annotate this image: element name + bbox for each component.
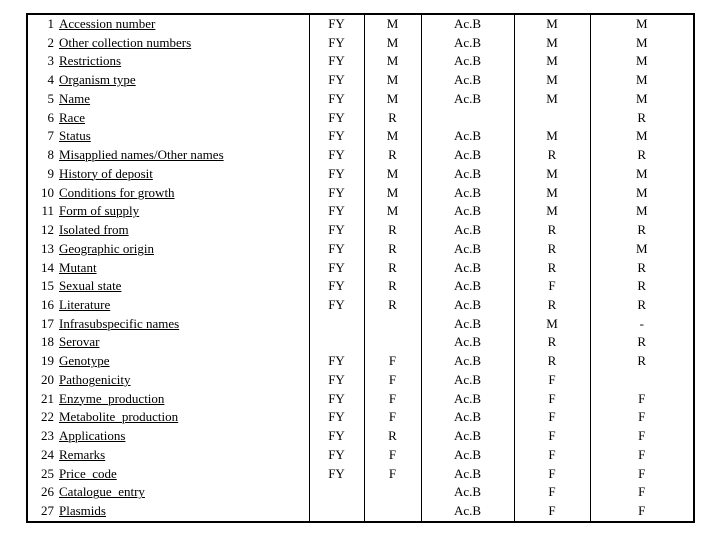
value-cell-col-2: R bbox=[364, 296, 421, 315]
field-name: Organism type bbox=[59, 72, 136, 88]
field-name: Status bbox=[59, 128, 91, 144]
row-number: 15 bbox=[27, 277, 57, 296]
value-cell-col-2: R bbox=[364, 109, 421, 128]
value-cell-col-3: Ac.B bbox=[421, 352, 514, 371]
value-cell-col-4: R bbox=[514, 146, 590, 165]
value-cell-col-2: F bbox=[364, 446, 421, 465]
value-cell-col-1: FY bbox=[309, 14, 364, 34]
value-cell-col-4: F bbox=[514, 465, 590, 484]
row-number: 10 bbox=[27, 184, 57, 203]
value-cell-col-2 bbox=[364, 315, 421, 334]
value-cell-col-1: FY bbox=[309, 390, 364, 409]
field-name: Serovar bbox=[59, 334, 100, 350]
value-cell-col-2: M bbox=[364, 14, 421, 34]
value-cell-col-5: M bbox=[590, 240, 694, 259]
value-cell-col-1 bbox=[309, 333, 364, 352]
field-name-cell bbox=[57, 14, 309, 34]
field-name: Enzyme_production bbox=[59, 390, 165, 406]
field-name: Sexual state bbox=[59, 278, 122, 294]
value-cell-col-1: FY bbox=[309, 90, 364, 109]
value-cell-col-4: R bbox=[514, 352, 590, 371]
field-name: Plasmids bbox=[59, 503, 106, 519]
field-name-cell bbox=[57, 146, 309, 165]
field-name: Mutant bbox=[59, 259, 97, 275]
value-cell-col-3: Ac.B bbox=[421, 371, 514, 390]
value-cell-col-4: R bbox=[514, 333, 590, 352]
value-cell-col-2: F bbox=[364, 371, 421, 390]
value-cell-col-5: R bbox=[590, 333, 694, 352]
field-name: Genotype bbox=[59, 353, 110, 369]
field-name-cell bbox=[57, 333, 309, 352]
row-number: 8 bbox=[27, 146, 57, 165]
value-cell-col-4: R bbox=[514, 240, 590, 259]
value-cell-col-5: F bbox=[590, 408, 694, 427]
value-cell-col-5: M bbox=[590, 52, 694, 71]
value-cell-col-5: R bbox=[590, 109, 694, 128]
value-cell-col-3: Ac.B bbox=[421, 14, 514, 34]
value-cell-col-2: F bbox=[364, 408, 421, 427]
field-name: Catalogue_entry bbox=[59, 484, 145, 500]
value-cell-col-3: Ac.B bbox=[421, 146, 514, 165]
table-row bbox=[27, 315, 694, 334]
value-cell-col-4: M bbox=[514, 14, 590, 34]
field-name-cell bbox=[57, 465, 309, 484]
field-name: Form of supply bbox=[59, 203, 140, 219]
table-row bbox=[27, 71, 694, 90]
table-row bbox=[27, 446, 694, 465]
field-name-cell bbox=[57, 390, 309, 409]
value-cell-col-1: FY bbox=[309, 352, 364, 371]
value-cell-col-1 bbox=[309, 483, 364, 502]
field-name-cell bbox=[57, 184, 309, 203]
value-cell-col-4 bbox=[514, 109, 590, 128]
value-cell-col-4: F bbox=[514, 427, 590, 446]
field-name: Other collection numbers bbox=[59, 34, 192, 50]
field-name: Restrictions bbox=[59, 53, 122, 69]
value-cell-col-1: FY bbox=[309, 371, 364, 390]
value-cell-col-5: M bbox=[590, 165, 694, 184]
field-name: History of deposit bbox=[59, 165, 153, 181]
table-row bbox=[27, 483, 694, 502]
value-cell-col-2: M bbox=[364, 52, 421, 71]
value-cell-col-2: R bbox=[364, 240, 421, 259]
value-cell-col-1: FY bbox=[309, 277, 364, 296]
table-row bbox=[27, 333, 694, 352]
value-cell-col-2: M bbox=[364, 71, 421, 90]
row-number: 9 bbox=[27, 165, 57, 184]
row-number: 7 bbox=[27, 127, 57, 146]
value-cell-col-2: M bbox=[364, 90, 421, 109]
field-name-cell bbox=[57, 277, 309, 296]
value-cell-col-3: Ac.B bbox=[421, 333, 514, 352]
field-name: Literature bbox=[59, 297, 111, 313]
field-name: Pathogenicity bbox=[59, 371, 131, 387]
value-cell-col-2 bbox=[364, 333, 421, 352]
value-cell-col-3: Ac.B bbox=[421, 240, 514, 259]
value-cell-col-1: FY bbox=[309, 465, 364, 484]
field-name-cell bbox=[57, 52, 309, 71]
value-cell-col-1: FY bbox=[309, 184, 364, 203]
value-cell-col-2: F bbox=[364, 390, 421, 409]
value-cell-col-4: R bbox=[514, 221, 590, 240]
value-cell-col-3: Ac.B bbox=[421, 90, 514, 109]
field-name-cell bbox=[57, 483, 309, 502]
value-cell-col-4: R bbox=[514, 296, 590, 315]
value-cell-col-3 bbox=[421, 109, 514, 128]
table-row bbox=[27, 390, 694, 409]
row-number: 12 bbox=[27, 221, 57, 240]
value-cell-col-4: F bbox=[514, 502, 590, 522]
row-number: 16 bbox=[27, 296, 57, 315]
value-cell-col-1 bbox=[309, 502, 364, 522]
row-number: 6 bbox=[27, 109, 57, 128]
table-row bbox=[27, 184, 694, 203]
value-cell-col-1: FY bbox=[309, 296, 364, 315]
value-cell-col-5 bbox=[590, 371, 694, 390]
value-cell-col-2: M bbox=[364, 127, 421, 146]
row-number: 22 bbox=[27, 408, 57, 427]
value-cell-col-4: F bbox=[514, 483, 590, 502]
value-cell-col-4: F bbox=[514, 390, 590, 409]
value-cell-col-4: M bbox=[514, 127, 590, 146]
value-cell-col-3: Ac.B bbox=[421, 184, 514, 203]
field-name-cell bbox=[57, 427, 309, 446]
table-row bbox=[27, 408, 694, 427]
value-cell-col-5: - bbox=[590, 315, 694, 334]
field-name: Price_code bbox=[59, 465, 117, 481]
value-cell-col-4: F bbox=[514, 446, 590, 465]
table-row bbox=[27, 127, 694, 146]
value-cell-col-2: M bbox=[364, 165, 421, 184]
value-cell-col-4: M bbox=[514, 90, 590, 109]
value-cell-col-3: Ac.B bbox=[421, 34, 514, 53]
value-cell-col-4: M bbox=[514, 52, 590, 71]
value-cell-col-2 bbox=[364, 502, 421, 522]
field-name-cell bbox=[57, 165, 309, 184]
value-cell-col-2: F bbox=[364, 465, 421, 484]
value-cell-col-4: M bbox=[514, 34, 590, 53]
value-cell-col-1: FY bbox=[309, 446, 364, 465]
table-row bbox=[27, 427, 694, 446]
table-row bbox=[27, 259, 694, 278]
row-number: 5 bbox=[27, 90, 57, 109]
value-cell-col-5: F bbox=[590, 446, 694, 465]
row-number: 11 bbox=[27, 202, 57, 221]
field-name: Infrasubspecific names bbox=[59, 315, 180, 331]
value-cell-col-1: FY bbox=[309, 427, 364, 446]
table-body bbox=[27, 14, 694, 522]
row-number: 23 bbox=[27, 427, 57, 446]
value-cell-col-2: R bbox=[364, 277, 421, 296]
value-cell-col-3: Ac.B bbox=[421, 390, 514, 409]
field-name-cell bbox=[57, 71, 309, 90]
field-name: Misapplied names/Other names bbox=[59, 147, 224, 163]
value-cell-col-3: Ac.B bbox=[421, 71, 514, 90]
value-cell-col-1 bbox=[309, 315, 364, 334]
value-cell-col-5: R bbox=[590, 146, 694, 165]
value-cell-col-2: M bbox=[364, 34, 421, 53]
value-cell-col-3: Ac.B bbox=[421, 315, 514, 334]
value-cell-col-5: R bbox=[590, 277, 694, 296]
field-name: Name bbox=[59, 90, 91, 106]
value-cell-col-1: FY bbox=[309, 221, 364, 240]
value-cell-col-1: FY bbox=[309, 259, 364, 278]
value-cell-col-5: F bbox=[590, 483, 694, 502]
value-cell-col-3: Ac.B bbox=[421, 221, 514, 240]
value-cell-col-3: Ac.B bbox=[421, 277, 514, 296]
field-name-cell bbox=[57, 352, 309, 371]
row-number: 26 bbox=[27, 483, 57, 502]
value-cell-col-1: FY bbox=[309, 127, 364, 146]
row-number: 3 bbox=[27, 52, 57, 71]
field-name-cell bbox=[57, 502, 309, 522]
field-name-cell bbox=[57, 240, 309, 259]
field-name-cell bbox=[57, 315, 309, 334]
value-cell-col-1: FY bbox=[309, 165, 364, 184]
field-name-cell bbox=[57, 408, 309, 427]
value-cell-col-3: Ac.B bbox=[421, 165, 514, 184]
field-name-cell bbox=[57, 202, 309, 221]
value-cell-col-2: F bbox=[364, 352, 421, 371]
value-cell-col-3: Ac.B bbox=[421, 483, 514, 502]
field-name-cell bbox=[57, 127, 309, 146]
value-cell-col-5: F bbox=[590, 427, 694, 446]
field-name-cell bbox=[57, 109, 309, 128]
table-row bbox=[27, 465, 694, 484]
value-cell-col-4: F bbox=[514, 408, 590, 427]
value-cell-col-2: M bbox=[364, 202, 421, 221]
value-cell-col-5: M bbox=[590, 71, 694, 90]
value-cell-col-3: Ac.B bbox=[421, 446, 514, 465]
field-name: Race bbox=[59, 109, 85, 125]
field-name-cell bbox=[57, 34, 309, 53]
table-row bbox=[27, 202, 694, 221]
value-cell-col-5: F bbox=[590, 465, 694, 484]
value-cell-col-1: FY bbox=[309, 109, 364, 128]
table-row bbox=[27, 296, 694, 315]
value-cell-col-2: R bbox=[364, 221, 421, 240]
value-cell-col-5: M bbox=[590, 90, 694, 109]
field-name-cell bbox=[57, 446, 309, 465]
field-name-cell bbox=[57, 259, 309, 278]
field-name: Geographic origin bbox=[59, 240, 154, 256]
value-cell-col-3: Ac.B bbox=[421, 127, 514, 146]
value-cell-col-4: F bbox=[514, 371, 590, 390]
value-cell-col-5: R bbox=[590, 296, 694, 315]
value-cell-col-3: Ac.B bbox=[421, 52, 514, 71]
row-number: 24 bbox=[27, 446, 57, 465]
value-cell-col-4: R bbox=[514, 259, 590, 278]
value-cell-col-3: Ac.B bbox=[421, 408, 514, 427]
table-row bbox=[27, 34, 694, 53]
row-number: 20 bbox=[27, 371, 57, 390]
field-name: Accession number bbox=[59, 16, 156, 31]
table-row bbox=[27, 221, 694, 240]
value-cell-col-5: M bbox=[590, 184, 694, 203]
value-cell-col-2 bbox=[364, 483, 421, 502]
value-cell-col-4: M bbox=[514, 71, 590, 90]
table-row bbox=[27, 14, 694, 34]
row-number: 2 bbox=[27, 34, 57, 53]
value-cell-col-3: Ac.B bbox=[421, 502, 514, 522]
table-row bbox=[27, 90, 694, 109]
fields-table bbox=[26, 13, 695, 523]
row-number: 25 bbox=[27, 465, 57, 484]
row-number: 14 bbox=[27, 259, 57, 278]
row-number: 1 bbox=[27, 14, 57, 34]
field-name: Remarks bbox=[59, 446, 106, 462]
value-cell-col-1: FY bbox=[309, 71, 364, 90]
field-name-cell bbox=[57, 371, 309, 390]
row-number: 13 bbox=[27, 240, 57, 259]
table-row bbox=[27, 165, 694, 184]
value-cell-col-5: M bbox=[590, 202, 694, 221]
value-cell-col-5: M bbox=[590, 34, 694, 53]
field-name-cell bbox=[57, 221, 309, 240]
table-row bbox=[27, 52, 694, 71]
table-row bbox=[27, 352, 694, 371]
field-name: Conditions for growth bbox=[59, 184, 175, 200]
value-cell-col-2: R bbox=[364, 427, 421, 446]
value-cell-col-1: FY bbox=[309, 202, 364, 221]
value-cell-col-3: Ac.B bbox=[421, 259, 514, 278]
value-cell-col-5: M bbox=[590, 14, 694, 34]
value-cell-col-4: M bbox=[514, 202, 590, 221]
value-cell-col-5: M bbox=[590, 127, 694, 146]
field-name-cell bbox=[57, 90, 309, 109]
value-cell-col-1: FY bbox=[309, 408, 364, 427]
value-cell-col-3: Ac.B bbox=[421, 202, 514, 221]
value-cell-col-5: R bbox=[590, 352, 694, 371]
value-cell-col-2: M bbox=[364, 184, 421, 203]
table-row bbox=[27, 146, 694, 165]
value-cell-col-5: R bbox=[590, 221, 694, 240]
value-cell-col-2: R bbox=[364, 259, 421, 278]
value-cell-col-1: FY bbox=[309, 52, 364, 71]
value-cell-col-3: Ac.B bbox=[421, 427, 514, 446]
value-cell-col-5: F bbox=[590, 390, 694, 409]
value-cell-col-1: FY bbox=[309, 146, 364, 165]
table-row bbox=[27, 371, 694, 390]
field-name: Isolated from bbox=[59, 222, 129, 238]
value-cell-col-2: R bbox=[364, 146, 421, 165]
value-cell-col-1: FY bbox=[309, 34, 364, 53]
row-number: 4 bbox=[27, 71, 57, 90]
table-row bbox=[27, 502, 694, 522]
value-cell-col-4: F bbox=[514, 277, 590, 296]
value-cell-col-4: M bbox=[514, 315, 590, 334]
value-cell-col-3: Ac.B bbox=[421, 296, 514, 315]
value-cell-col-4: M bbox=[514, 165, 590, 184]
table-row bbox=[27, 109, 694, 128]
value-cell-col-5: R bbox=[590, 259, 694, 278]
field-name: Metabolite_production bbox=[59, 409, 179, 425]
row-number: 19 bbox=[27, 352, 57, 371]
row-number: 21 bbox=[27, 390, 57, 409]
value-cell-col-1: FY bbox=[309, 240, 364, 259]
value-cell-col-4: M bbox=[514, 184, 590, 203]
row-number: 18 bbox=[27, 333, 57, 352]
field-name-cell bbox=[57, 296, 309, 315]
table-row bbox=[27, 240, 694, 259]
value-cell-col-5: F bbox=[590, 502, 694, 522]
table-row bbox=[27, 277, 694, 296]
field-name: Applications bbox=[59, 428, 126, 444]
row-number: 27 bbox=[27, 502, 57, 522]
row-number: 17 bbox=[27, 315, 57, 334]
value-cell-col-3: Ac.B bbox=[421, 465, 514, 484]
